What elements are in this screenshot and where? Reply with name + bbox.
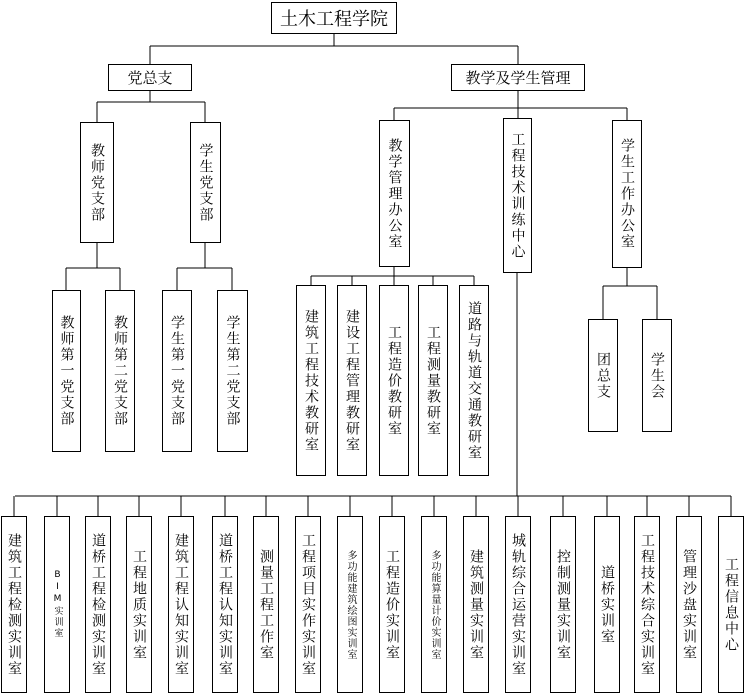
training-lab <box>594 516 620 693</box>
training-lab-label: 工程项目实作实训室 <box>300 532 316 677</box>
student-office-child-label: 学生会 <box>649 351 665 400</box>
research-room <box>379 285 409 476</box>
training-lab-label: 道桥工程认知实训室 <box>217 532 233 677</box>
training-lab-label: 多功能算量计价实训室 <box>429 549 440 660</box>
sub-branch-label: 教师第一党支部 <box>58 315 75 427</box>
training-lab-label: 管理沙盘实训室 <box>681 548 697 661</box>
engineering-training-center <box>503 118 532 273</box>
training-lab <box>168 516 194 693</box>
training-lab <box>85 516 111 693</box>
teaching-label: 教学及学生管理 <box>465 69 571 87</box>
student-second-branch <box>217 290 248 452</box>
training-lab <box>1 516 27 693</box>
training-lab-label: 工程信息中心 <box>723 556 739 653</box>
training-lab <box>295 516 321 693</box>
research-room <box>418 285 448 476</box>
training-lab-label: 建筑工程检测实训室 <box>6 532 22 677</box>
training-lab-label: 工程技术综合实训室 <box>639 532 655 677</box>
research-room <box>296 285 326 476</box>
training-lab <box>126 516 152 693</box>
research-room-label: 道路与轨道交通教研室 <box>466 300 482 461</box>
training-lab <box>44 516 70 693</box>
research-room-label: 工程测量教研室 <box>425 324 441 437</box>
sub-branch-label: 学生第二党支部 <box>224 315 241 427</box>
training-lab-label: BIM实训室 <box>52 570 63 639</box>
research-room <box>459 285 489 476</box>
office-label: 教学管理办公室 <box>386 137 403 250</box>
training-lab <box>676 516 702 693</box>
training-lab-label: 道桥工程检测实训室 <box>90 532 106 677</box>
training-lab-label: 控制测量实训室 <box>555 548 571 661</box>
teacher-second-branch <box>105 290 135 452</box>
training-lab <box>212 516 238 693</box>
research-room-label: 工程造价教研室 <box>386 324 402 437</box>
training-lab <box>550 516 576 693</box>
training-lab-label: 工程地质实训室 <box>131 548 147 661</box>
student-first-branch <box>162 290 192 452</box>
research-room-label: 建设工程管理教研室 <box>344 308 360 453</box>
training-lab-label: 建筑工程认知实训室 <box>173 532 189 677</box>
root-node <box>271 2 397 34</box>
training-lab <box>379 516 405 693</box>
training-lab-label: 工程造价实训室 <box>384 548 400 661</box>
teacher-first-branch <box>52 290 81 452</box>
teaching-student-management <box>451 64 585 91</box>
student-branch-label: 学生党支部 <box>197 142 214 223</box>
training-lab-label: 多功能建筑绘图实训室 <box>345 549 356 660</box>
training-lab <box>463 516 489 693</box>
student-party-branch <box>190 122 221 243</box>
training-lab <box>337 516 363 693</box>
research-room-label: 建筑工程技术教研室 <box>303 308 319 453</box>
youth-league-branch <box>588 319 618 432</box>
training-lab-label: 道桥实训室 <box>599 564 615 645</box>
training-lab-label: 城轨综合运营实训室 <box>510 532 526 677</box>
training-lab <box>421 516 447 693</box>
teacher-party-branch <box>80 122 114 243</box>
training-lab-label: 测量工程工作室 <box>258 548 274 661</box>
sub-branch-label: 学生第一党支部 <box>169 315 185 427</box>
sub-branch-label: 教师第二党支部 <box>112 315 128 427</box>
student-work-office <box>612 120 642 268</box>
training-lab <box>505 516 531 693</box>
root-label: 土木工程学院 <box>280 9 388 30</box>
student-union <box>642 319 672 432</box>
training-lab <box>253 516 279 693</box>
training-lab <box>718 516 744 693</box>
office-label: 学生工作办公室 <box>619 138 635 250</box>
center-label: 工程技术训练中心 <box>509 131 526 260</box>
teacher-branch-label: 教师党支部 <box>89 142 105 223</box>
teaching-management-office <box>379 120 410 267</box>
student-office-child-label: 团总支 <box>595 351 611 400</box>
training-lab <box>634 516 660 693</box>
party-label: 党总支 <box>127 69 173 87</box>
training-lab-label: 建筑测量实训室 <box>468 548 484 661</box>
party-general-branch <box>108 64 192 91</box>
research-room <box>337 285 367 476</box>
